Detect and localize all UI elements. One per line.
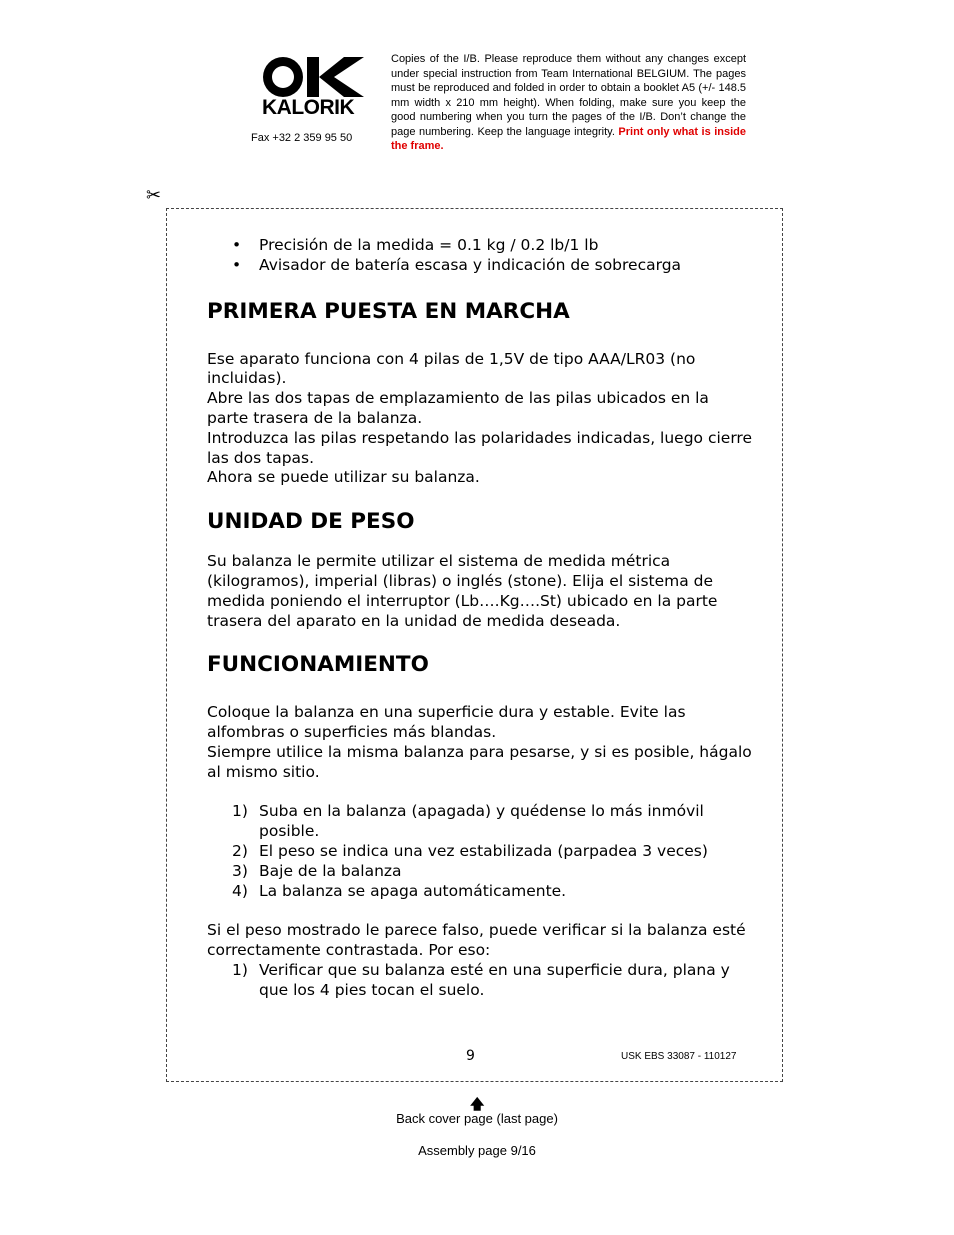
arrow-up-icon: 🡅 [470, 1097, 485, 1113]
paragraph: Ese aparato funciona con 4 pilas de 1,5V de tipo AAA/LR03 (no incluidas). [207, 349, 696, 388]
list-item [207, 961, 752, 1001]
steps-list [207, 802, 752, 901]
step-text: El peso se indica una vez estabilizada (parpadea 3 veces) [259, 841, 708, 860]
section-body-funcionamiento [207, 703, 752, 782]
paragraph: Introduzca las pilas respetando las polaridades indicadas, luego cierre las dos tapas. [207, 428, 752, 467]
paragraph: Su balanza le permite utilizar el sistema de medida métrica (kilogramos), imperial (libras) o inglés (stone). Elija el sistema de medida poniendo el interruptor (Lb….Kg….St) ubicado en la parte trasera del aparato en la unidad de medida deseada. [207, 552, 718, 630]
kalorik-logo [262, 55, 368, 119]
list-item: • Precisión de la medida = 0.1 kg / 0.2 lb/1 lb [207, 236, 752, 256]
step-number: 1) [232, 960, 248, 979]
section-title-primera-puesta: PRIMERA PUESTA EN MARCHA [207, 298, 570, 324]
list-item [207, 882, 752, 902]
list-item [207, 862, 752, 882]
section-title-unidad-peso: UNIDAD DE PESO [207, 509, 415, 535]
logo-wordmark: KALORIK [262, 96, 355, 119]
scissors-icon: ✂ [146, 185, 162, 206]
step-number: 3) [232, 861, 248, 880]
paragraph: Si el peso mostrado le parece falso, puede verificar si la balanza esté correctamente contrastada. Por eso: [207, 921, 746, 959]
kalorik-emblem-icon [262, 55, 368, 99]
page-number: 9 [466, 1048, 475, 1064]
reproduction-notice [391, 52, 746, 154]
step-text: Baje de la balanza [259, 861, 402, 880]
step-text: Verificar que su balanza esté en una superficie dura, plana y que los 4 pies tocan el suelo. [259, 960, 730, 999]
document-code: USK EBS 33087 - 110127 [621, 1051, 737, 1062]
list-item [207, 842, 752, 862]
list-item: • Avisador de batería escasa y indicación de sobrecarga [207, 256, 752, 276]
paragraph: Abre las dos tapas de emplazamiento de las pilas ubicados en la parte trasera de la balanza. [207, 389, 709, 427]
page-content [207, 236, 752, 1000]
notice-text: Copies of the I/B. Please reproduce them without any changes except under special instruction from Team International BELGIUM. The pages must be reproduced and folded in order to obtain a booklet A5 (+/- 148.5 mm width x 210 mm height). When folding, make sure you keep the good numbering when you turn the pages of the I/B. Don’t change the page numbering. Keep the language integrity. [391, 53, 746, 138]
paragraph: Siempre utilice la misma balanza para pesarse, y si es posible, hágalo al mismo sitio. [207, 742, 752, 781]
section-title-funcionamiento: FUNCIONAMIENTO [207, 652, 429, 678]
step-number: 1) [232, 802, 248, 821]
notice-highlight: Print only what is inside the frame. [391, 125, 746, 152]
step-text: La balanza se apaga automáticamente. [259, 881, 567, 900]
list-item [207, 802, 752, 842]
spec-list [207, 236, 752, 276]
step-number: 2) [232, 841, 248, 860]
assembly-page-label: Assembly page 9/16 [418, 1143, 536, 1158]
section-body-primera-puesta [207, 350, 752, 489]
back-cover-label: Back cover page (last page) [396, 1111, 558, 1126]
step-number: 4) [232, 881, 248, 900]
paragraph: Coloque la balanza en una superficie dura y estable. Evite las alfombras o superficies más blandas. [207, 703, 686, 742]
paragraph: Ahora se puede utilizar su balanza. [207, 468, 480, 487]
fax-number: Fax +32 2 359 95 50 [251, 132, 353, 144]
check-steps-list [207, 961, 752, 1001]
step-text: Suba en la balanza (apagada) y quédense lo más inmóvil posible. [259, 802, 704, 841]
